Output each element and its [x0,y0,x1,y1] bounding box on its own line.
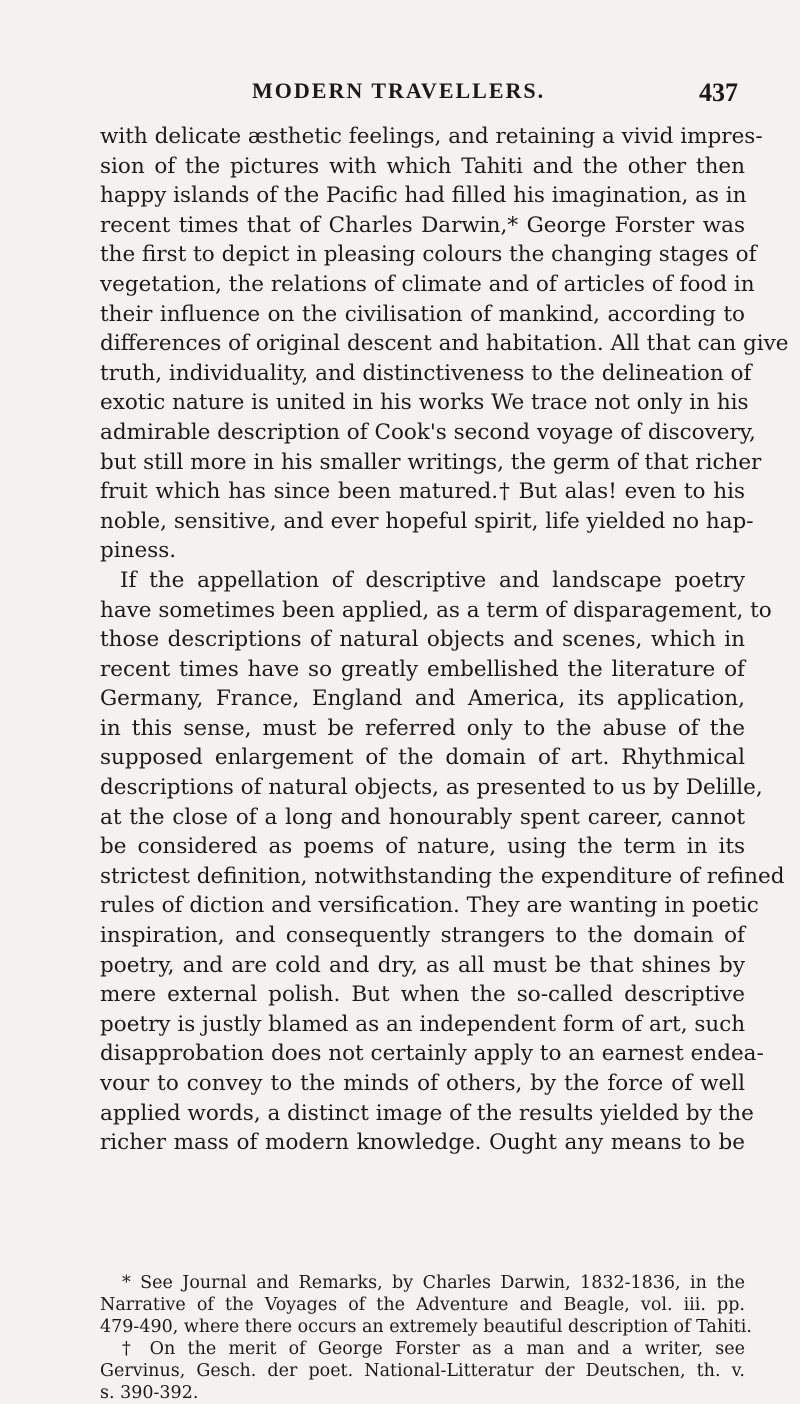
text-line: recent times have so greatly embellished the literature of [100,656,745,682]
text-line: piness. [100,538,177,564]
text-line: inspiration, and consequently strangers to the domain of [100,923,745,949]
text-line: disapprobation does not certainly apply to an earnest endea- [100,1041,764,1067]
text-line: applied words, a distinct image of the results yielded by the [100,1100,754,1126]
text-line: the first to depict in pleasing colours the changing stages of [100,242,757,268]
text-line: descriptions of natural objects, as presented to us by Delille, [100,775,763,801]
footnote-line: s. 390-392. [100,1383,199,1403]
text-line: mere external polish. But when the so-called descriptive [100,982,745,1008]
text-line: with delicate æsthetic feelings, and retaining a vivid impres- [100,124,763,149]
text-line: admirable description of Cook's second voyage of discovery, [100,419,756,445]
footnote-line: † On the merit of George Forster as a man and a writer, see [122,1339,745,1359]
text-line: in this sense, must be referred only to the abuse of the [100,715,745,741]
text-line: happy islands of the Pacific had filled his imagination, as in [100,183,747,209]
text-line: differences of original descent and habitation. All that can give [100,331,789,357]
footnotes [100,1272,752,1404]
text-line: at the close of a long and honourably spent career, cannot [100,804,745,830]
footnote-line: 479-490, where there occurs an extremely beautiful description of Tahiti. [100,1317,752,1337]
body-text [100,122,789,1158]
text-line: fruit which has since been matured.† But alas! even to his [100,479,745,505]
text-line: have sometimes been applied, as a term of disparagement, to [100,597,772,623]
footnote-line: Narrative of the Voyages of the Adventure and Beagle, vol. iii. pp. [100,1295,745,1315]
text-line: exotic nature is united in his works We trace not only in his [100,390,749,416]
text-line: recent times that of Charles Darwin,* George Forster was [100,212,745,238]
text-line: be considered as poems of nature, using the term in its [100,834,745,860]
text-line: but still more in his smaller writings, the germ of that richer [100,449,762,475]
text-line: poetry is justly blamed as an independent form of art, such [100,1011,746,1037]
text-line: vour to convey to the minds of others, by the force of well [100,1071,745,1096]
footnote-line: Gervinus, Gesch. der poet. National-Litteratur der Deutschen, th. v. [100,1361,745,1381]
text-line: richer mass of modern knowledge. Ought any means to be [100,1130,745,1156]
footnote-line: * See Journal and Remarks, by Charles Darwin, 1832-1836, in the [122,1273,745,1293]
text-line: truth, individuality, and distinctiveness to the delineation of [100,360,752,386]
text-line: their influence on the civilisation of mankind, according to [100,301,745,327]
running-head: MODERN TRAVELLERS. [252,78,546,103]
text-line: rules of diction and versification. They are wanting in poetic [100,893,759,919]
text-line: sion of the pictures with which Tahiti and the other then [100,153,745,179]
text-line: Germany, France, England and America, its application, [100,686,745,712]
page-number: 437 [699,78,738,107]
text-line: If the appellation of descriptive and landscape poetry [120,567,745,593]
text-line: noble, sensitive, and ever hopeful spirit, life yielded no hap- [100,508,754,534]
page-header [100,78,738,114]
text-line: strictest definition, notwithstanding the expenditure of refined [100,863,785,889]
text-line: poetry, and are cold and dry, as all must be that shines by [100,952,745,978]
text-line: vegetation, the relations of climate and of articles of food in [100,271,755,297]
text-line: supposed enlargement of the domain of art. Rhythmical [100,745,745,771]
text-line: those descriptions of natural objects and scenes, which in [100,627,745,653]
